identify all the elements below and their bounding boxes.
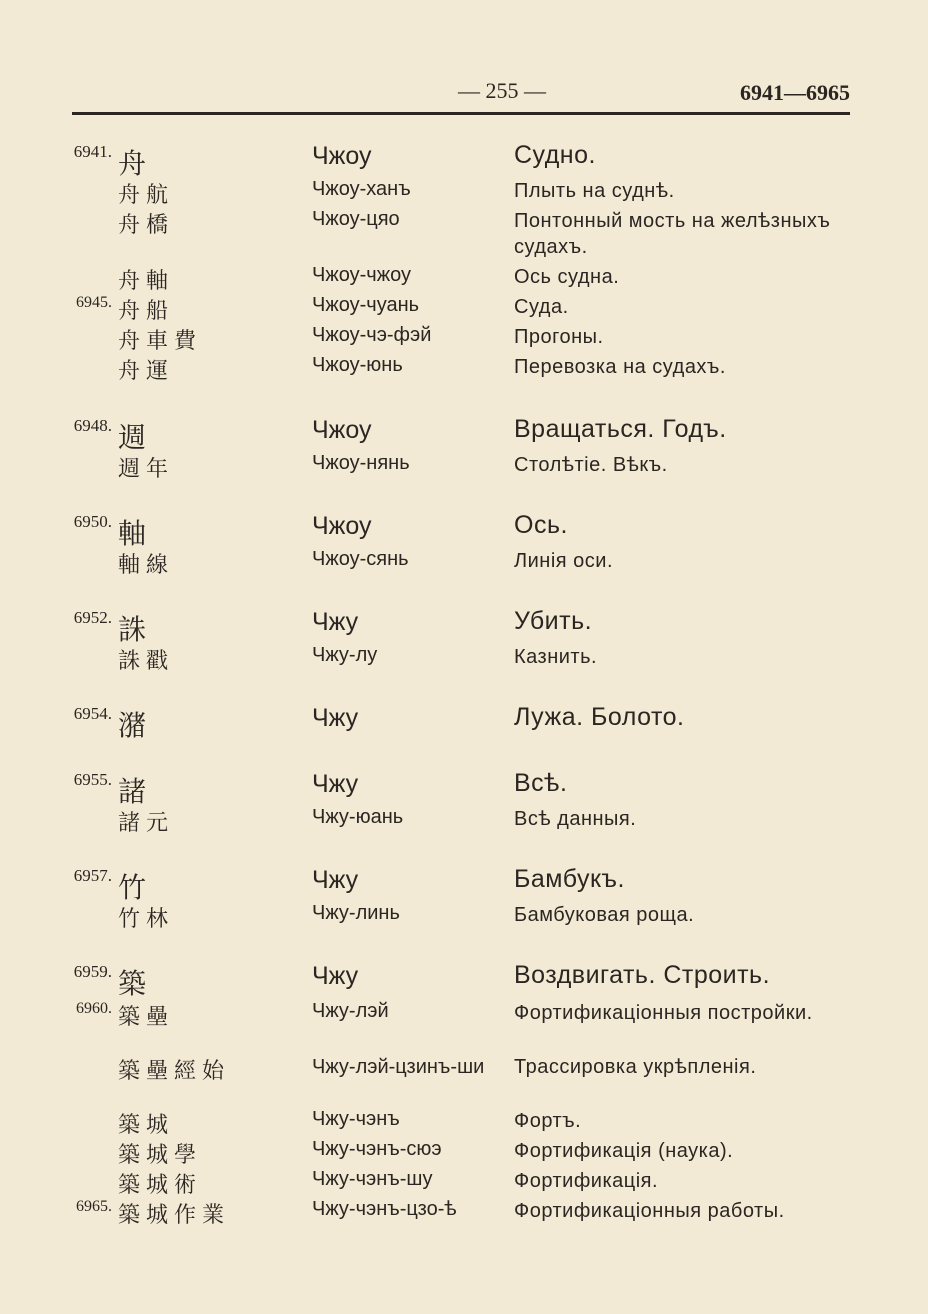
definition: Фортификаціонныя работы. [514, 1200, 785, 1222]
hanzi: 軸線 [118, 553, 175, 578]
hanzi: 軸 [118, 517, 153, 550]
transcription: Чжоу [312, 416, 372, 444]
definition: Прогоны. [514, 326, 604, 348]
definition: Понтонный мость на желѣзныхъ судахъ. [514, 210, 831, 258]
hanzi: 諸元 [118, 811, 175, 836]
hanzi: 週年 [118, 457, 175, 482]
hanzi: 舟橋 [118, 213, 175, 238]
entry-number: 6952. [73, 608, 112, 627]
page-header [72, 78, 850, 108]
definition: Всѣ данныя. [514, 808, 637, 830]
transcription: Чжу-лу [312, 644, 378, 666]
page-number: — 255 — [458, 78, 546, 103]
definition: Ось судна. [514, 266, 620, 288]
transcription: Чжу [312, 608, 359, 636]
header-rule [72, 112, 850, 115]
definition: Плыть на суднѣ. [514, 180, 675, 202]
transcription: Чжоу [312, 512, 372, 540]
entry-number: 6948. [73, 416, 112, 435]
hanzi: 舟 [118, 147, 153, 180]
transcription: Чжу-чэнъ [312, 1108, 400, 1130]
definition: Фортъ. [514, 1110, 582, 1132]
transcription: Чжу-чэнъ-цзо-ѣ [312, 1198, 457, 1220]
transcription: Чжоу-чжоу [312, 264, 411, 286]
transcription: Чжу-чэнъ-сюэ [312, 1138, 442, 1160]
transcription: Чжоу [312, 142, 372, 170]
transcription: Чжу [312, 962, 359, 990]
transcription: Чжоу-сянь [312, 548, 409, 570]
hanzi: 舟船 [118, 299, 175, 324]
transcription: Чжоу-ханъ [312, 178, 411, 200]
definition: Суда. [514, 296, 569, 318]
entry-number: 6941. [73, 142, 112, 161]
entry-number: 6955. [73, 770, 112, 789]
transcription: Чжу-чэнъ-шу [312, 1168, 433, 1190]
transcription: Чжу-юань [312, 806, 404, 828]
transcription: Чжу [312, 704, 359, 732]
hanzi: 築壘 [118, 1005, 175, 1030]
hanzi: 潴 [118, 709, 153, 742]
definition: Бамбуковая роща. [514, 904, 695, 926]
entry-range: 6941—6965 [740, 80, 850, 105]
hanzi: 舟運 [118, 359, 175, 384]
definition: Судно. [514, 141, 596, 169]
hanzi: 築 [118, 967, 153, 1000]
hanzi: 舟車費 [118, 329, 203, 354]
entry-number: 6959. [73, 962, 112, 981]
transcription: Чжу-лэй [312, 1000, 389, 1022]
definition: Столѣтіе. Вѣкъ. [514, 454, 668, 476]
hanzi: 築城學 [118, 1143, 203, 1168]
hanzi: 築壘經始 [118, 1059, 231, 1084]
definition: Линія оси. [514, 550, 614, 572]
hanzi: 週 [118, 421, 153, 454]
entry-number: 6954. [73, 704, 112, 723]
definition: Фортификація (наука). [514, 1140, 734, 1162]
definition: Трассировка укрѣпленія. [514, 1056, 757, 1078]
definition: Убить. [514, 607, 593, 635]
hanzi: 誅戳 [118, 649, 175, 674]
hanzi: 竹 [118, 871, 153, 904]
hanzi: 舟航 [118, 183, 175, 208]
entry-number: 6945. [76, 294, 112, 311]
transcription: Чжу [312, 770, 359, 798]
hanzi: 諸 [118, 775, 153, 808]
transcription: Чжоу-юнь [312, 354, 403, 376]
hanzi: 舟軸 [118, 269, 175, 294]
definition: Бамбукъ. [514, 865, 625, 893]
hanzi: 竹林 [118, 907, 175, 932]
definition: Всѣ. [514, 769, 568, 797]
definition: Фортификаціонныя постройки. [514, 1002, 813, 1024]
definition: Перевозка на судахъ. [514, 356, 726, 378]
definition: Казнить. [514, 646, 598, 668]
entry-number: 6957. [73, 866, 112, 885]
transcription: Чжоу-чуань [312, 294, 420, 316]
transcription: Чжу-линь [312, 902, 400, 924]
definition: Вращаться. Годъ. [514, 415, 727, 443]
transcription: Чжоу-цяо [312, 208, 400, 230]
hanzi: 築城術 [118, 1173, 203, 1198]
transcription: Чжоу-нянь [312, 452, 410, 474]
transcription: Чжоу-чэ-фэй [312, 324, 432, 346]
entry-number: 6960. [76, 1000, 112, 1017]
definition: Фортификація. [514, 1170, 659, 1192]
definition: Воздвигать. Строить. [514, 961, 771, 989]
entry-number: 6950. [73, 512, 112, 531]
definition: Ось. [514, 511, 568, 539]
hanzi: 築城作業 [118, 1203, 231, 1228]
entry-number: 6965. [76, 1198, 112, 1215]
definition: Лужа. Болото. [514, 703, 685, 731]
transcription: Чжу-лэй-цзинъ-ши [312, 1056, 485, 1078]
hanzi: 築城 [118, 1113, 175, 1138]
hanzi: 誅 [118, 613, 153, 646]
transcription: Чжу [312, 866, 359, 894]
